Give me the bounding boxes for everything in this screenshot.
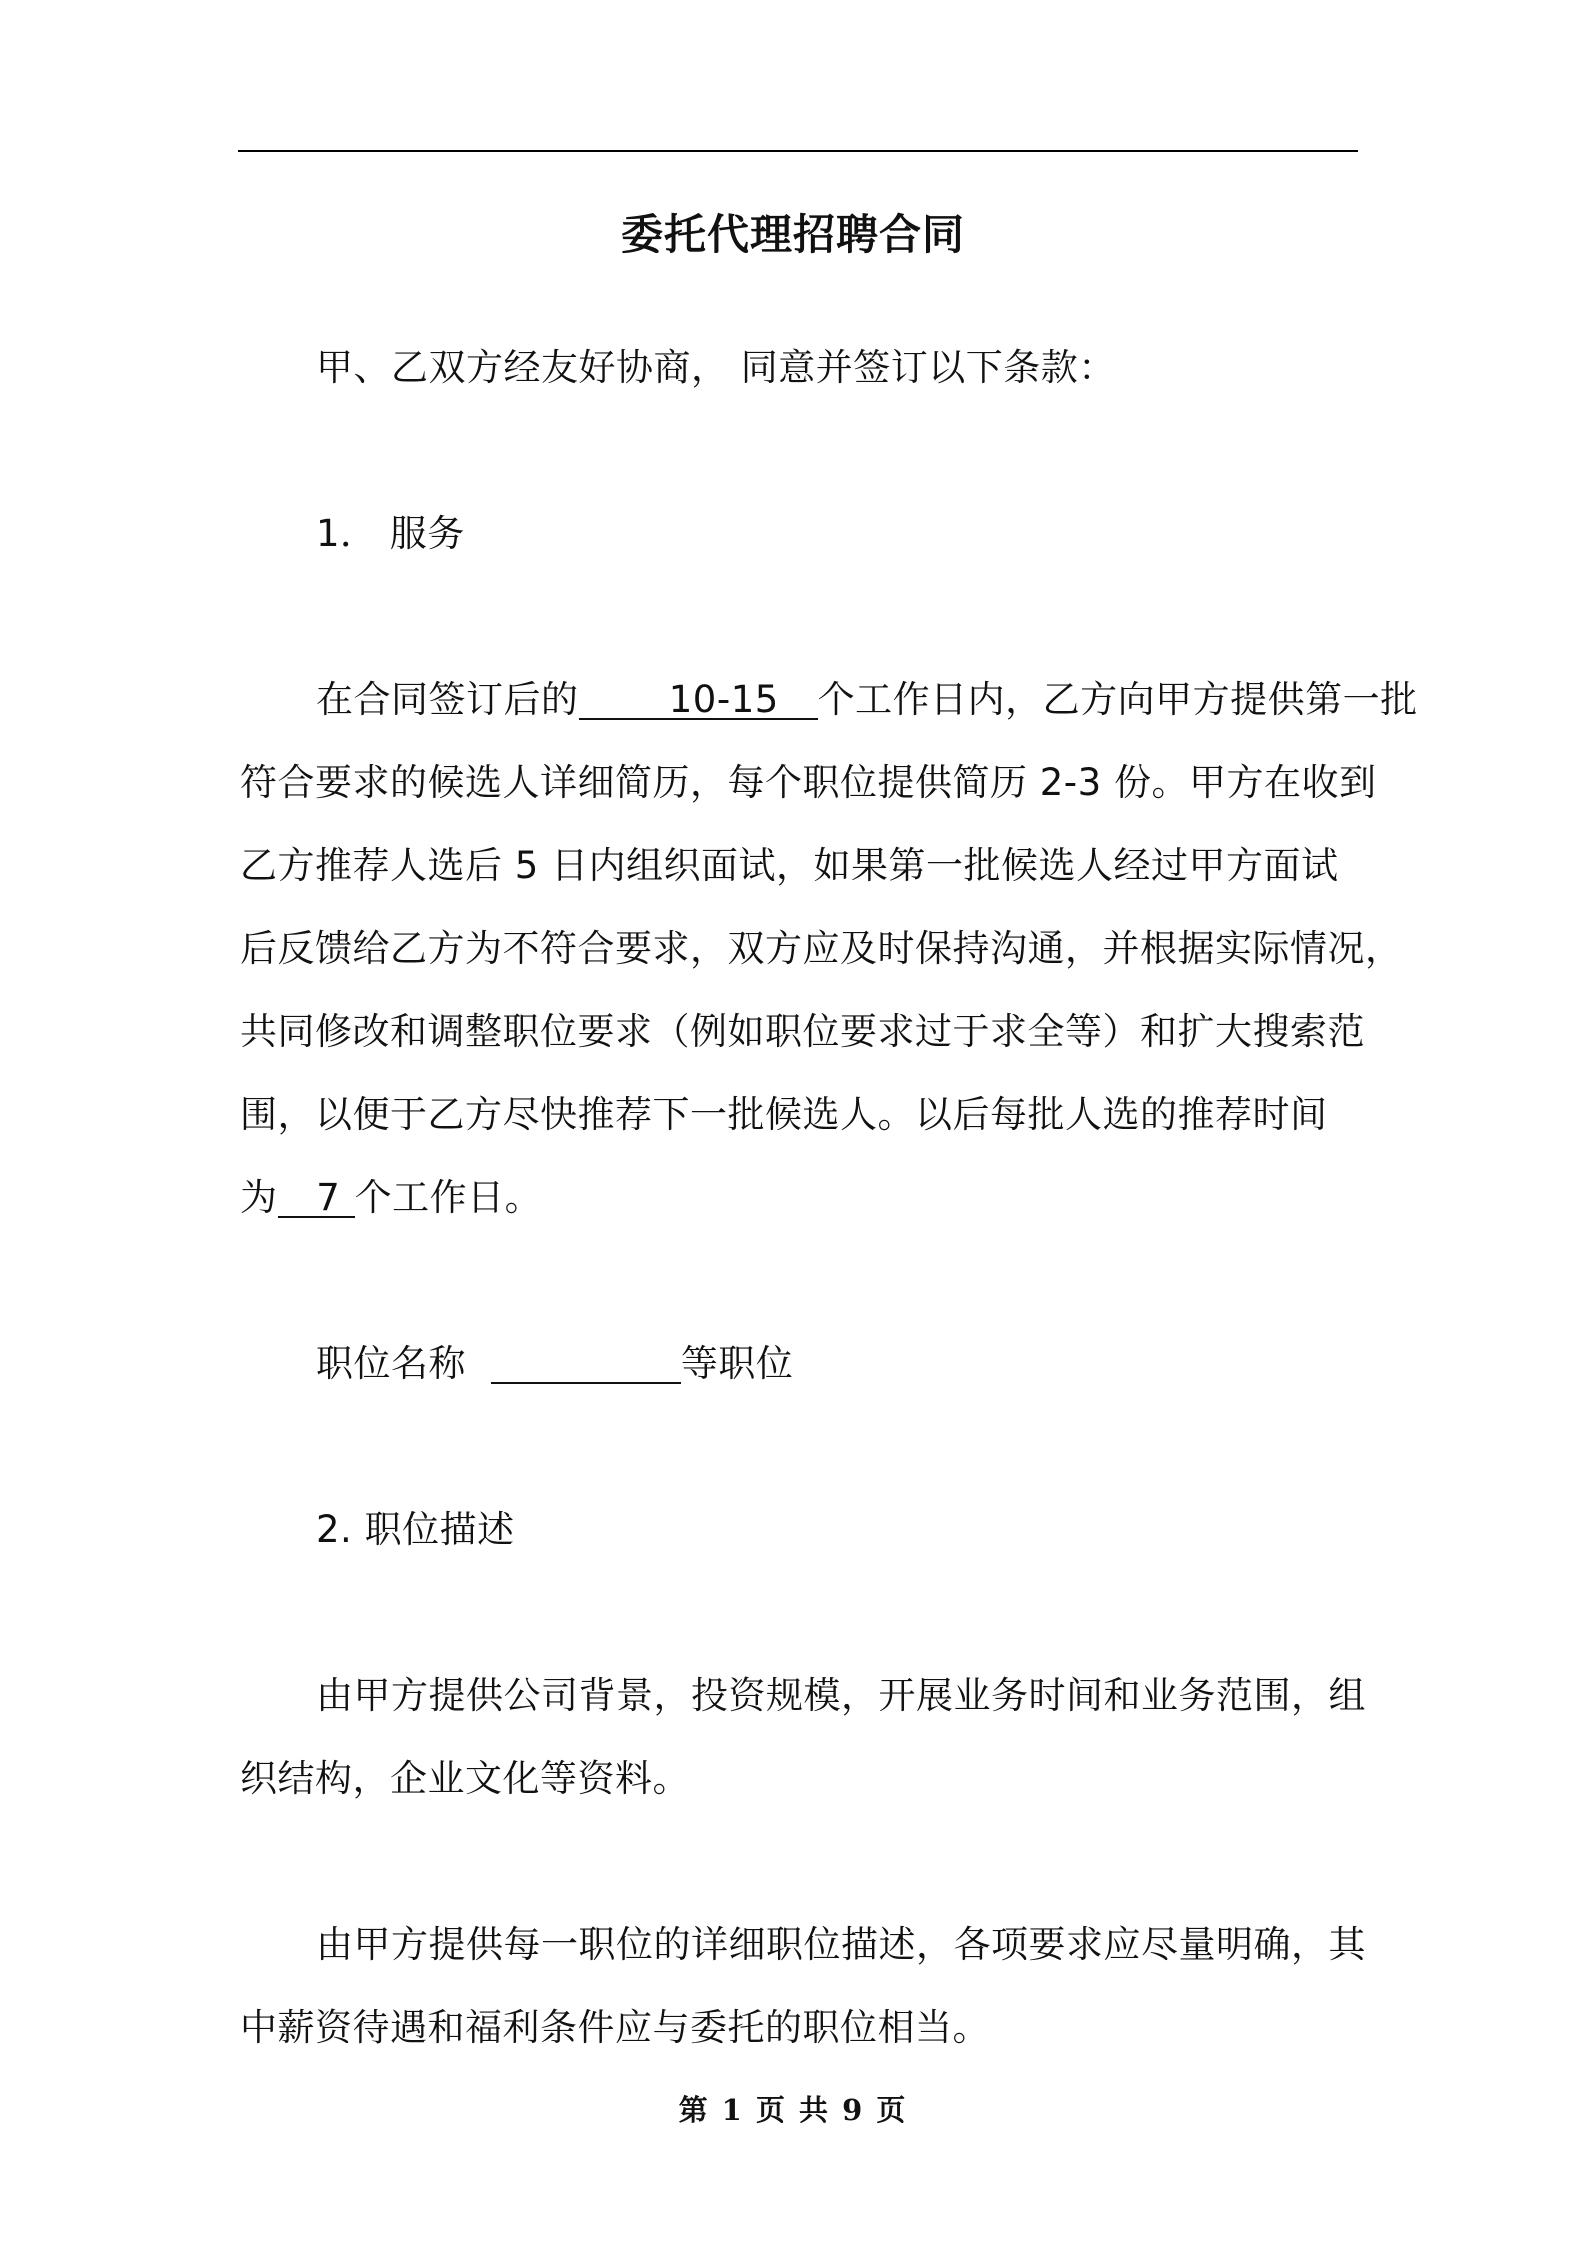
document-title: 委托代理招聘合同 xyxy=(620,210,965,259)
paragraph-line: 后反馈给乙方为不符合要求，双方应及时保持沟通，并根据实际情况， xyxy=(240,927,1403,970)
text-segment: 为 xyxy=(240,1176,278,1219)
header-rule xyxy=(238,150,1358,152)
spacer xyxy=(240,575,1380,658)
section2-paragraph-1 xyxy=(240,1654,1380,1820)
spacer xyxy=(240,1405,1380,1488)
section2-paragraph-2 xyxy=(240,1903,1380,2069)
interval-value: 7 xyxy=(316,1176,341,1219)
interval-fill-in xyxy=(278,1176,355,1219)
paragraph-line: 围，以便于乙方尽快推荐下一批候选人。以后每批人选的推荐时间 xyxy=(240,1093,1328,1136)
paragraph-line: 由甲方提供每一职位的详细职位描述，各项要求应尽量明确，其 xyxy=(316,1923,1366,1966)
paragraph-line: 乙方推荐人选后 5 日内组织面试，如果第一批候选人经过甲方面试 xyxy=(240,844,1339,887)
days-value: 10-15 xyxy=(668,678,779,721)
text-segment: 在合同签订后的 xyxy=(316,678,579,721)
paragraph-line: 符合要求的候选人详细简历，每个职位提供简历 2-3 份。甲方在收到 xyxy=(240,761,1377,804)
intro-paragraph: 甲、乙双方经友好协商， 同意并签订以下条款： xyxy=(316,346,1116,389)
section1-paragraph xyxy=(240,658,1418,1239)
spacer xyxy=(240,1571,1380,1654)
section2-heading: 2. 职位描述 xyxy=(316,1508,515,1551)
position-label: 职位名称 xyxy=(316,1342,466,1385)
position-line xyxy=(240,1322,1380,1405)
paragraph-line: 共同修改和调整职位要求（例如职位要求过于求全等）和扩大搜索范 xyxy=(240,1010,1365,1053)
paragraph-line: 中薪资待遇和福利条件应与委托的职位相当。 xyxy=(240,2006,990,2049)
text-segment: 个工作日内，乙方向甲方提供第一批 xyxy=(817,678,1418,721)
paragraph-line xyxy=(240,658,1418,741)
page-number-footer: 第 1 页 共 9 页 xyxy=(678,2093,908,2127)
spacer xyxy=(240,1239,1380,1322)
paragraph-line xyxy=(240,1156,1380,1239)
section1-heading: 1． 服务 xyxy=(316,512,465,555)
paragraph-line: 织结构，企业文化等资料。 xyxy=(240,1757,690,1800)
document-body xyxy=(240,326,1418,2069)
position-fill-in xyxy=(491,1346,681,1384)
days-fill-in xyxy=(579,678,818,721)
spacer xyxy=(240,409,1380,492)
paragraph-line: 由甲方提供公司背景，投资规模，开展业务时间和业务范围，组 xyxy=(316,1674,1366,1717)
spacer xyxy=(240,1820,1380,1903)
text-segment: 个工作日。 xyxy=(354,1176,543,1219)
position-suffix: 等职位 xyxy=(680,1342,794,1385)
